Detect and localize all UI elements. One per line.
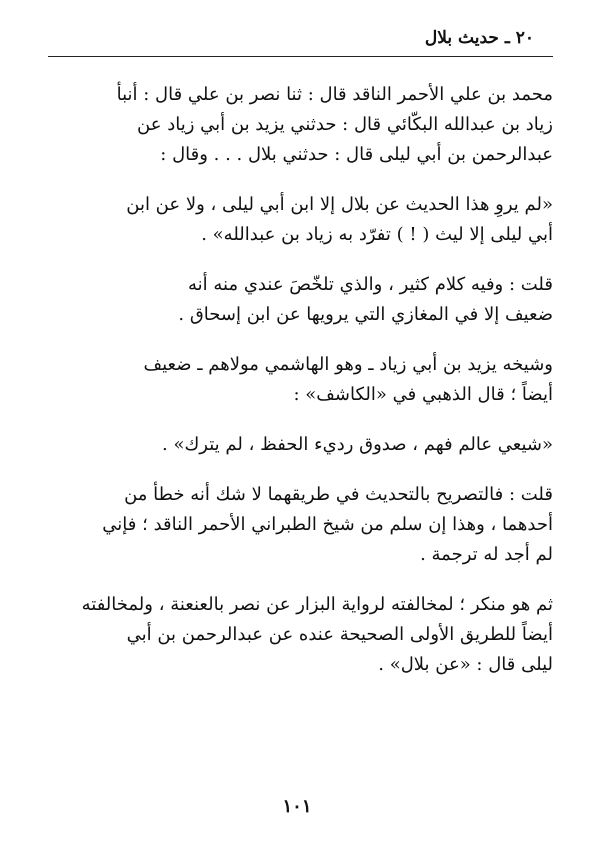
paragraph-quote-kashif <box>48 430 553 460</box>
text-line: قلت : وفيه كلام كثير ، والذي تلخّصَ عندي منه أنه <box>188 274 553 295</box>
text-line: أيضاً للطريق الأولى الصحيحة عنده عن عبدالرحمن بن أبي <box>126 624 553 645</box>
paragraph-comment-error <box>48 480 553 570</box>
text-line: زياد بن عبدالله البكّائي قال : حدثني يزيد بن أبي زياد عن <box>137 114 553 135</box>
text-line: ليلى قال : «عن بلال» . <box>378 654 553 675</box>
text-line: أيضاً ؛ قال الذهبي في «الكاشف» : <box>293 384 553 405</box>
body-text <box>48 80 553 680</box>
page-number: ١٠١ <box>282 796 312 817</box>
header-rule <box>48 56 553 57</box>
paragraph-comment-munkar <box>48 590 553 680</box>
text-line: وشيخه يزيد بن أبي زياد ـ وهو الهاشمي مولاهم ـ ضعيف <box>143 354 553 375</box>
text-line: أحدهما ، وهذا إن سلم من شيخ الطبراني الأحمر الناقد ؛ فإني <box>102 514 553 535</box>
text-line: لم أجد له ترجمة . <box>420 544 553 565</box>
paragraph-quote-tabarani <box>48 190 553 250</box>
text-line: ثم هو منكر ؛ لمخالفته لرواية البزار عن نصر بالعنعنة ، ولمخالفته <box>81 594 553 615</box>
paragraph-comment-yazid <box>48 350 553 410</box>
paragraph-isnad <box>48 80 553 170</box>
text-line: محمد بن علي الأحمر الناقد قال : ثنا نصر بن علي قال : أنبأ <box>116 84 553 105</box>
running-header: ٢٠ ـ حديث بلال <box>424 28 534 48</box>
text-line: قلت : فالتصريح بالتحديث في طريقهما لا شك أنه خطأ من <box>124 484 553 505</box>
text-line: أبي ليلى إلا ليث ( ! ) تفرّد به زياد بن عبدالله» . <box>201 224 553 245</box>
text-line: «لم يروِ هذا الحديث عن بلال إلا ابن أبي ليلى ، ولا عن ابن <box>126 194 553 215</box>
text-line: «شيعي عالم فهم ، صدوق رديء الحفظ ، لم يترك» . <box>162 434 553 455</box>
paragraph-comment-ziyad <box>48 270 553 330</box>
text-line: عبدالرحمن بن أبي ليلى قال : حدثني بلال . . . وقال : <box>160 144 553 165</box>
text-line: ضعيف إلا في المغازي التي يرويها عن ابن إسحاق . <box>178 304 553 325</box>
